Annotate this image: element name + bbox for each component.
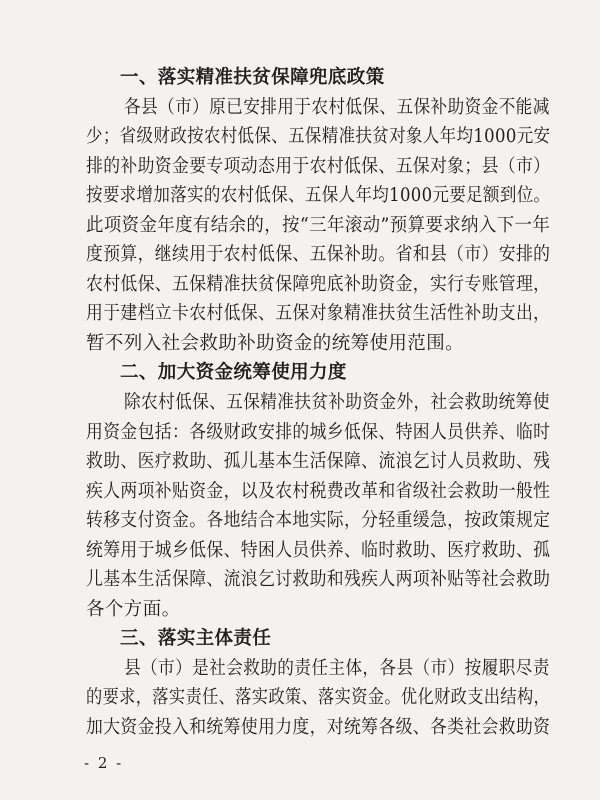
paragraph-line: 用资金包括：各级财政安排的城乡低保、特困人员供养、临时 bbox=[86, 422, 551, 443]
paragraph-line: 按要求增加落实的农村低保、五保人年均1000元要足额到位。 bbox=[86, 185, 551, 206]
paragraph-line: 暂不列入社会救助补助资金的统筹使用范围。 bbox=[86, 333, 465, 354]
paragraph-line: 度预算，继续用于农村低保、五保补助。省和县（市）安排的 bbox=[86, 244, 551, 265]
paragraph-line: 用于建档立卡农村低保、五保对象精准扶贫生活性补助支出， bbox=[86, 303, 551, 324]
paragraph-line: 少；省级财政按农村低保、五保精准扶贫对象人年均1000元安 bbox=[86, 126, 551, 147]
paragraph-line: 农村低保、五保精准扶贫保障兜底补助资金，实行专账管理， bbox=[86, 274, 551, 295]
section-2-title: 二、加大资金统筹使用力度 bbox=[120, 362, 347, 383]
paragraph-line: 的要求，落实责任、落实政策、落实资金。优化财政支出结构， bbox=[86, 687, 551, 708]
page-number: - 2 - bbox=[84, 754, 124, 772]
paragraph-line: 除农村低保、五保精准扶贫补助资金外，社会救助统筹使 bbox=[124, 392, 550, 413]
paragraph-line: 儿基本生活保障、流浪乞讨救助和残疾人两项补贴等社会救助 bbox=[86, 569, 551, 590]
paragraph-line: 转移支付资金。各地结合本地实际，分轻重缓急，按政策规定 bbox=[86, 510, 551, 531]
paragraph-line: 疾人两项补贴资金，以及农村税费改革和省级社会救助一般性 bbox=[86, 481, 551, 502]
paragraph-line: 各个方面。 bbox=[86, 599, 181, 620]
paragraph-line: 此项资金年度有结余的，按“三年滚动”预算要求纳入下一年 bbox=[86, 215, 551, 236]
paragraph-line: 救助、医疗救助、孤儿基本生活保障、流浪乞讨人员救助、残 bbox=[86, 451, 551, 472]
section-1-title: 一、落实精准扶贫保障兜底政策 bbox=[120, 67, 385, 88]
paragraph-line: 各县（市）原已安排用于农村低保、五保补助资金不能减 bbox=[124, 97, 550, 118]
paragraph-line: 加大资金投入和统筹使用力度，对统筹各级、各类社会救助资 bbox=[86, 717, 551, 738]
paragraph-line: 县（市）是社会救助的责任主体，各县（市）按履职尽责 bbox=[124, 658, 550, 679]
section-3-title: 三、落实主体责任 bbox=[120, 628, 272, 649]
paragraph-line: 统筹用于城乡低保、特困人员供养、临时救助、医疗救助、孤 bbox=[86, 540, 551, 561]
paragraph-line: 排的补助资金要专项动态用于农村低保、五保对象；县（市） bbox=[86, 156, 551, 177]
